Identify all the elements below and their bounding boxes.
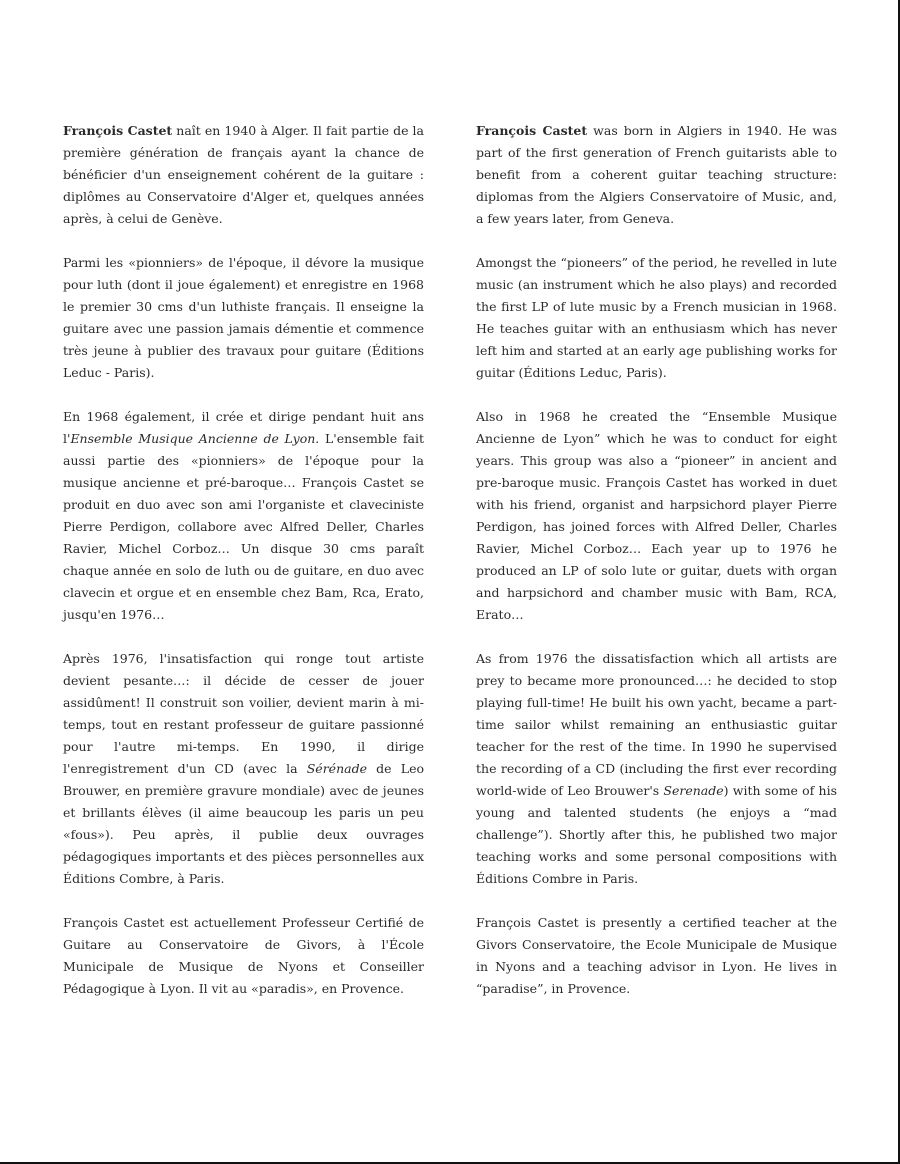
english-column [476,120,837,1022]
french-paragraph-3 [63,406,424,626]
english-paragraph-2: Amongst the “pioneers” of the period, he revelled in lute music (an instrument which he also plays) and recorded the first LP of lute music by a French musician in 1968. He teaches guitar with an enthusiasm which has never left him and started at an early age publishing works for guitar (Éditions Leduc, Paris). [476,255,837,380]
french-paragraph-4 [63,648,424,890]
english-paragraph-4-post: ) with some of his young and talented students (he enjoys a “mad challenge”). Shortly after this, he published two major teaching works and some personal compositions with Éditions Combre in Paris. [476,783,837,886]
french-paragraph-3-pre: En 1968 également, il crée et dirige pendant huit ans l' [63,409,424,446]
french-paragraph-1 [63,120,424,230]
french-name-lead: François Castet [63,123,173,138]
french-ensemble-title: Ensemble Musique Ancienne de Lyon [70,431,316,446]
french-paragraph-5: François Castet est actuellement Professeur Certifié de Guitare au Conservatoire de Givors, à l'École Municipale de Musique de Nyons et Conseiller Pédagogique à Lyon. Il vit au «paradis», en Provence. [63,915,424,996]
french-paragraph-2: Parmi les «pionniers» de l'époque, il dévore la musique pour luth (dont il joue également) et enregistre en 1968 le premier 30 cms d'un luthiste français. Il enseigne la guitare avec une passion jamais démentie et commence très jeune à publier des travaux pour guitare (Éditions Leduc - Paris). [63,255,424,380]
french-serenade-title: Sérénade [306,761,367,776]
english-paragraph-1 [476,120,837,230]
english-serenade-title: Serenade [663,783,724,798]
english-paragraph-3: Also in 1968 he created the “Ensemble Musique Ancienne de Lyon” which he was to conduct for eight years. This group was also a “pioneer” in ancient and pre-baroque music. François Castet has worked in duet with his friend, organist and harpsichord player Pierre Perdigon, has joined forces with Alfred Deller, Charles Ravier, Michel Corboz… Each year up to 1976 he produced an LP of solo lute or guitar, duets with organ and harpsichord and chamber music with Bam, RCA, Erato… [476,409,837,622]
english-name-lead: François Castet [476,123,588,138]
english-paragraph-1-text: was born in Algiers in 1940. He was part of the first generation of French guitarists able to benefit from a coherent guitar teaching structure: diplomas from the Algiers Conservatoire of Music, and, a few years later, from Geneva. [476,123,837,226]
french-paragraph-4-pre: Après 1976, l'insatisfaction qui ronge tout artiste devient pesante…: il décide de cesser de jouer assidûment! Il construit son voilier, devient marin à mi-temps, tout en restant professeur de guitare passionné pour l'autre mi-temps. En 1990, il dirige l'enregistrement d'un CD (avec la [63,651,424,776]
french-column [63,120,424,1022]
french-paragraph-4-post: de Leo Brouwer, en première gravure mondiale) avec de jeunes et brillants élèves (il aime beaucoup les paris un peu «fous»). Peu après, il publie deux ouvrages pédagogiques importants et des pièces personnelles aux Éditions Combre, à Paris. [63,761,424,886]
french-paragraph-3-post: . L'ensemble fait aussi partie des «pionniers» de l'époque pour la musique ancienne et pré-baroque… François Castet se produit en duo avec son ami l'organiste et claveciniste Pierre Perdigon, collabore avec Alfred Deller, Charles Ravier, Michel Corboz… Un disque 30 cms paraît chaque année en solo de luth ou de guitare, en duo avec clavecin et orgue et en ensemble chez Bam, Rca, Erato, jusqu'en 1976… [63,431,424,622]
english-paragraph-4 [476,648,837,890]
french-paragraph-1-text: naît en 1940 à Alger. Il fait partie de la première génération de français ayant la chance de bénéficier d'un enseignement cohérent de la guitare : diplômes au Conservatoire d'Alger et, quelques années après, à celui de Genève. [63,123,425,226]
english-paragraph-5: François Castet is presently a certified teacher at the Givors Conservatoire, the Ecole Municipale de Musique in Nyons and a teaching advisor in Lyon. He lives in “paradise”, in Provence. [476,915,837,996]
english-paragraph-4-pre: As from 1976 the dissatisfaction which all artists are prey to became more pronounced…: he decided to stop playing full-time! He built his own yacht, became a part-time sailor whilst remaining an enthusiastic guitar teacher for the rest of the time. In 1990 he supervised the recording of a CD (including the first ever recording world-wide of Leo Brouwer's [476,651,837,798]
